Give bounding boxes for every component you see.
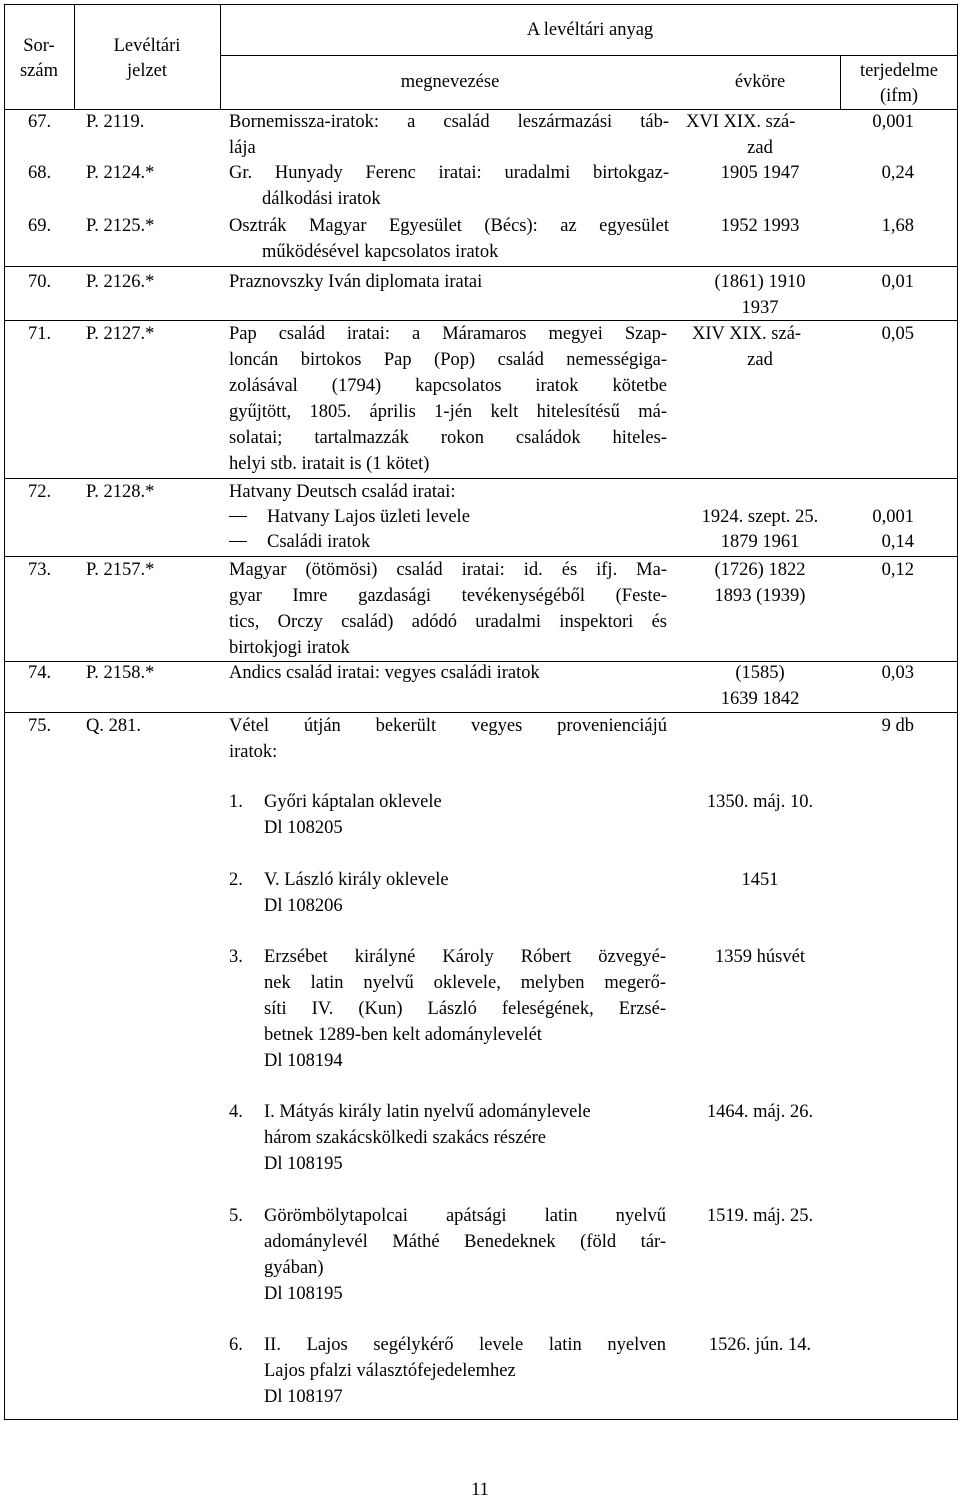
row-size: 9 db — [881, 716, 914, 736]
dash-bullet — [229, 541, 247, 542]
row-years: XIV XIX. szá- — [692, 324, 802, 344]
subitem-text: három szakácskölkedi szakács részére — [264, 1128, 546, 1148]
row-years: (1585) — [735, 663, 785, 683]
header-terjedelme-1: terjedelme — [859, 61, 939, 81]
subitem-text: Görömbölytapolcai apátsági latin nyelvű — [264, 1206, 666, 1226]
row-rule — [4, 320, 958, 321]
row-code: P. 2158.* — [86, 663, 155, 683]
row-rule — [4, 478, 958, 479]
header-sorszam-1: Sor- — [23, 36, 55, 56]
subitem-text: gyában) — [264, 1258, 324, 1278]
subitem-text: Dl 108195 — [264, 1154, 343, 1174]
dash-bullet — [229, 516, 247, 517]
row-size: 0,14 — [881, 532, 914, 552]
row-size: 0,001 — [872, 507, 914, 527]
row-number: 70. — [28, 272, 52, 292]
row-size: 0,12 — [881, 560, 914, 580]
subitem-date: 1350. máj. 10. — [706, 792, 814, 812]
row-rule — [4, 266, 958, 267]
subitem-text: betnek 1289-ben kelt adománylevelét — [264, 1025, 542, 1045]
row-code: P. 2127.* — [86, 324, 155, 344]
row-number: 72. — [28, 482, 52, 502]
subitem-number: 3. — [229, 947, 243, 967]
subitem-text: nek latin nyelvű oklevele, melyben megerő- — [264, 973, 666, 993]
header-jelzet-1: Levéltári — [113, 36, 181, 56]
header-sorszam-2: szám — [19, 61, 58, 81]
row-code: P. 2126.* — [86, 272, 155, 292]
row-description: tics, Orczy család) adódó uradalmi inspektori és — [229, 612, 667, 632]
row-description: dálkodási iratok — [262, 189, 381, 209]
row-years: zad — [747, 350, 773, 370]
row-number: 75. — [28, 716, 52, 736]
row-years: 1924. szept. 25. — [701, 507, 819, 527]
row-years: 1639 1842 — [720, 689, 800, 709]
row-size: 0,01 — [881, 272, 914, 292]
row-size: 0,001 — [872, 112, 914, 132]
row-years: 1937 — [741, 298, 779, 318]
row-code: P. 2157.* — [86, 560, 155, 580]
subitem-number: 5. — [229, 1206, 243, 1226]
row-description: Pap család iratai: a Máramaros megyei Szap- — [229, 324, 667, 344]
row-description: Hatvany Deutsch család iratai: — [229, 482, 456, 502]
header-megnevezese: megnevezése — [400, 72, 500, 92]
row-description: Hatvany Lajos üzleti levele — [267, 507, 470, 527]
row-size: 0,05 — [881, 324, 914, 344]
subitem-number: 2. — [229, 870, 243, 890]
subitem-date: 1526. jún. 14. — [708, 1335, 812, 1355]
subitem-text: Dl 108194 — [264, 1051, 343, 1071]
subitem-date: 1451 — [741, 870, 779, 890]
subitem-date: 1519. máj. 25. — [706, 1206, 814, 1226]
row-size: 0,03 — [881, 663, 914, 683]
row-size: 0,24 — [881, 163, 914, 183]
row-description: gyűjtött, 1805. április 1-jén kelt hitelesítésű má- — [229, 402, 667, 422]
row-description: lája — [229, 138, 256, 158]
row-years: 1905 1947 — [720, 163, 800, 183]
row-description: Családi iratok — [267, 532, 371, 552]
row-description: Andics család iratai: vegyes családi iratok — [229, 663, 540, 683]
row-description: Osztrák Magyar Egyesület (Bécs): az egyesület — [229, 216, 669, 236]
subitem-text: Győri káptalan oklevele — [264, 792, 442, 812]
row-number: 71. — [28, 324, 52, 344]
row-code: P. 2124.* — [86, 163, 155, 183]
row-description: solatai; tartalmazzák rokon családok hiteles- — [229, 428, 667, 448]
row-description: gyar Imre gazdasági tevékenységéből (Feste- — [229, 586, 667, 606]
row-description: loncán birtokos Pap (Pop) család nemességiga- — [229, 350, 667, 370]
row-rule — [4, 712, 958, 713]
subitem-number: 6. — [229, 1335, 243, 1355]
row-description: Gr. Hunyady Ferenc iratai: uradalmi birtokgaz- — [229, 163, 669, 183]
row-number: 73. — [28, 560, 52, 580]
row-rule — [4, 556, 958, 557]
page-number: 11 — [471, 1480, 489, 1500]
header-terjedelme-2: (ifm) — [879, 86, 918, 106]
row-code: P. 2125.* — [86, 216, 155, 236]
row-description: zolásával (1794) kapcsolatos iratok kötetbe — [229, 376, 667, 396]
header-evkore: évköre — [734, 72, 786, 92]
subitem-text: Dl 108205 — [264, 818, 343, 838]
header-jelzet-2: jelzet — [126, 61, 168, 81]
row-description: birtokjogi iratok — [229, 638, 350, 658]
subitem-text: V. László király oklevele — [264, 870, 449, 890]
row-number: 69. — [28, 216, 52, 236]
subitem-text: Erzsébet királyné Károly Róbert özvegyé- — [264, 947, 666, 967]
row-description: Bornemissza-iratok: a család leszármazási táb- — [229, 112, 669, 132]
subitem-text: Dl 108195 — [264, 1284, 343, 1304]
row-size: 1,68 — [881, 216, 914, 236]
row-description: Vétel útján bekerült vegyes provenienciájú — [229, 716, 667, 736]
subitem-date: 1464. máj. 26. — [706, 1102, 814, 1122]
subitem-text: II. Lajos segélykérő levele latin nyelven — [264, 1335, 666, 1355]
subitem-text: síti IV. (Kun) László feleségének, Erzsé- — [264, 999, 666, 1019]
row-years: 1879 1961 — [720, 532, 800, 552]
row-description: működésével kapcsolatos iratok — [262, 242, 499, 262]
row-number: 68. — [28, 163, 52, 183]
subitem-text: adománylevél Máthé Benedeknek (föld tár- — [264, 1232, 666, 1252]
subitem-text: Dl 108206 — [264, 896, 343, 916]
subitem-text: Dl 108197 — [264, 1387, 343, 1407]
row-description: Praznovszky Iván diplomata iratai — [229, 272, 483, 292]
row-years: 1952 1993 — [720, 216, 800, 236]
subitem-text: Lajos pfalzi választófejedelemhez — [264, 1361, 516, 1381]
row-description: iratok: — [229, 742, 278, 762]
header-rule — [220, 55, 958, 56]
row-number: 67. — [28, 112, 52, 132]
subitem-date: 1359 húsvét — [715, 947, 805, 967]
row-years: (1861) 1910 — [714, 272, 806, 292]
subitem-number: 1. — [229, 792, 243, 812]
row-description: Magyar (ötömösi) család iratai: id. és ifj. Ma- — [229, 560, 667, 580]
row-code: P. 2119. — [86, 112, 145, 132]
row-years: zad — [747, 138, 773, 158]
row-years: XVI XIX. szá- — [686, 112, 796, 132]
row-description: helyi stb. iratait is (1 kötet) — [229, 454, 430, 474]
row-number: 74. — [28, 663, 52, 683]
header-group-title: A levéltári anyag — [526, 20, 654, 40]
row-code: Q. 281. — [86, 716, 141, 736]
row-years: 1893 (1939) — [714, 586, 806, 606]
row-years: (1726) 1822 — [714, 560, 806, 580]
subitem-text: I. Mátyás király latin nyelvű adománylevele — [264, 1102, 591, 1122]
row-code: P. 2128.* — [86, 482, 155, 502]
subitem-number: 4. — [229, 1102, 243, 1122]
